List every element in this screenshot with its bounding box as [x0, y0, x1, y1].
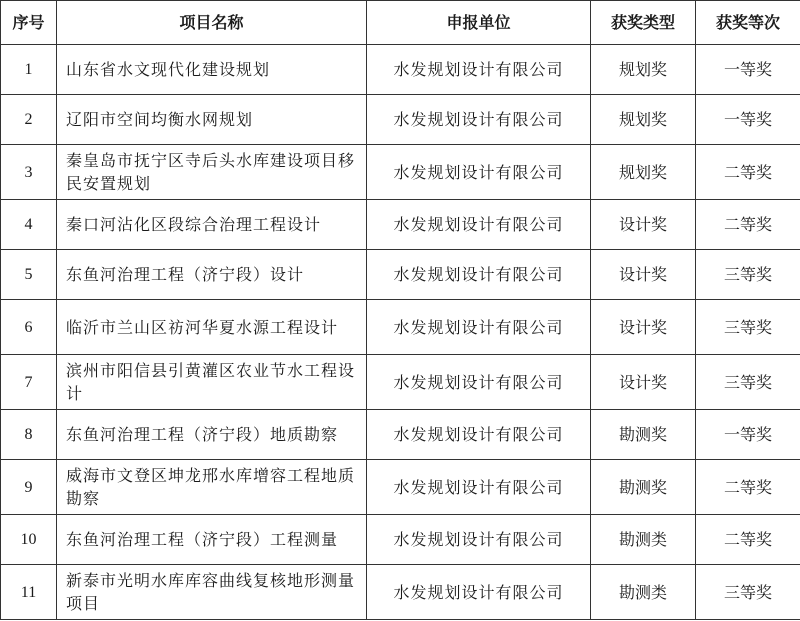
row-award-type: 规划奖 [591, 95, 696, 145]
row-no: 5 [1, 250, 57, 300]
row-unit: 水发规划设计有限公司 [367, 145, 591, 200]
row-award-level: 二等奖 [696, 145, 800, 200]
table-row [1, 460, 800, 515]
row-award-level: 三等奖 [696, 355, 800, 410]
row-award-type: 勘测类 [591, 515, 696, 565]
row-project-name: 威海市文登区坤龙邢水库增容工程地质勘察 [57, 460, 367, 515]
row-award-level: 二等奖 [696, 460, 800, 515]
row-no: 8 [1, 410, 57, 460]
row-award-level: 一等奖 [696, 410, 800, 460]
row-unit: 水发规划设计有限公司 [367, 565, 591, 620]
row-award-level: 二等奖 [696, 515, 800, 565]
row-unit: 水发规划设计有限公司 [367, 200, 591, 250]
row-project-name: 滨州市阳信县引黄灌区农业节水工程设计 [57, 355, 367, 410]
row-project-name: 秦口河沾化区段综合治理工程设计 [57, 200, 367, 250]
row-project-name: 东鱼河治理工程（济宁段）设计 [57, 250, 367, 300]
table-row [1, 515, 800, 565]
row-award-level: 一等奖 [696, 45, 800, 95]
row-project-name: 东鱼河治理工程（济宁段）工程测量 [57, 515, 367, 565]
row-award-type: 设计奖 [591, 355, 696, 410]
table-row [1, 565, 800, 620]
table-header-row [1, 1, 800, 45]
row-no: 6 [1, 300, 57, 355]
table-row [1, 95, 800, 145]
row-award-type: 勘测类 [591, 565, 696, 620]
row-award-type: 设计奖 [591, 300, 696, 355]
row-project-name: 秦皇岛市抚宁区寺后头水库建设项目移民安置规划 [57, 145, 367, 200]
row-award-type: 勘测奖 [591, 410, 696, 460]
row-no: 11 [1, 565, 57, 620]
row-no: 4 [1, 200, 57, 250]
row-award-level: 三等奖 [696, 300, 800, 355]
header-unit: 申报单位 [367, 1, 591, 45]
row-award-level: 三等奖 [696, 250, 800, 300]
row-project-name: 山东省水文现代化建设规划 [57, 45, 367, 95]
row-unit: 水发规划设计有限公司 [367, 355, 591, 410]
header-project-name: 项目名称 [57, 1, 367, 45]
row-no: 9 [1, 460, 57, 515]
row-award-level: 一等奖 [696, 95, 800, 145]
table-row [1, 355, 800, 410]
row-award-type: 设计奖 [591, 200, 696, 250]
row-award-type: 规划奖 [591, 145, 696, 200]
row-unit: 水发规划设计有限公司 [367, 410, 591, 460]
table-row [1, 145, 800, 200]
row-no: 1 [1, 45, 57, 95]
table-row [1, 250, 800, 300]
row-unit: 水发规划设计有限公司 [367, 95, 591, 145]
table-row [1, 200, 800, 250]
row-unit: 水发规划设计有限公司 [367, 460, 591, 515]
row-no: 2 [1, 95, 57, 145]
row-project-name: 辽阳市空间均衡水网规划 [57, 95, 367, 145]
table-row [1, 45, 800, 95]
row-unit: 水发规划设计有限公司 [367, 515, 591, 565]
row-award-type: 设计奖 [591, 250, 696, 300]
row-award-level: 三等奖 [696, 565, 800, 620]
row-unit: 水发规划设计有限公司 [367, 300, 591, 355]
header-no: 序号 [1, 1, 57, 45]
table-row [1, 300, 800, 355]
row-no: 3 [1, 145, 57, 200]
row-project-name: 新泰市光明水库库容曲线复核地形测量项目 [57, 565, 367, 620]
header-award-level: 获奖等次 [696, 1, 800, 45]
header-award-type: 获奖类型 [591, 1, 696, 45]
row-unit: 水发规划设计有限公司 [367, 45, 591, 95]
row-no: 7 [1, 355, 57, 410]
row-no: 10 [1, 515, 57, 565]
row-project-name: 临沂市兰山区祊河华夏水源工程设计 [57, 300, 367, 355]
row-unit: 水发规划设计有限公司 [367, 250, 591, 300]
row-award-type: 勘测奖 [591, 460, 696, 515]
row-project-name: 东鱼河治理工程（济宁段）地质勘察 [57, 410, 367, 460]
table-row [1, 410, 800, 460]
row-award-type: 规划奖 [591, 45, 696, 95]
row-award-level: 二等奖 [696, 200, 800, 250]
